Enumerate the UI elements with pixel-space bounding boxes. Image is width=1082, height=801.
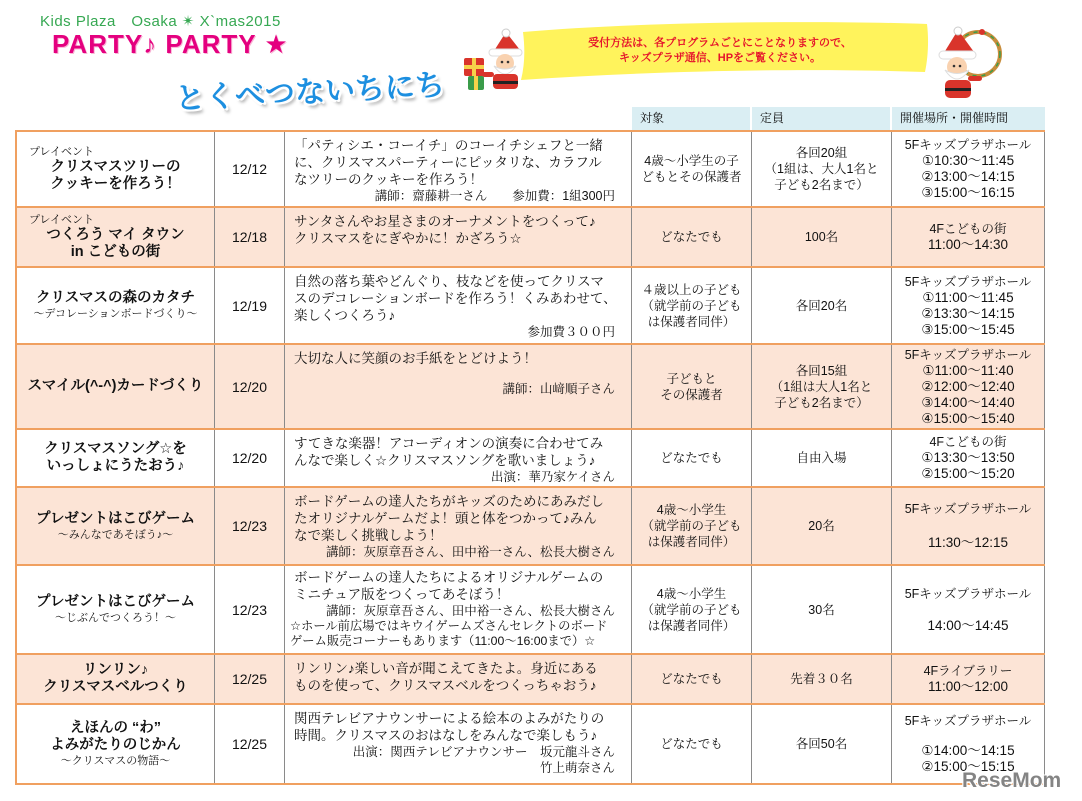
event-date-cell (215, 488, 285, 564)
event-date: 12/12 (231, 161, 268, 177)
event-description-cell (285, 208, 632, 266)
capacity-line: （1組は、大人1名と (764, 162, 879, 176)
table-column-headers (632, 107, 1045, 130)
party-title: PARTY♪ PARTY ★ (52, 29, 289, 59)
time-slot: ①14:00～14:15 (921, 743, 1015, 758)
venue-place: 4Fライブラリー (923, 664, 1013, 678)
target-audience-cell (632, 566, 752, 653)
credit-line: 講師：齋藤耕一さん 参加費：1組300円 (374, 189, 615, 203)
capacity-line: 各回50名 (795, 737, 848, 751)
place-time-cell (892, 430, 1045, 486)
event-date-cell (215, 268, 285, 343)
pre-event-tag: プレイベント (29, 146, 95, 158)
event-name-cell (17, 655, 215, 703)
table-row (17, 566, 1045, 655)
capacity-cell (752, 566, 892, 653)
table-row (17, 655, 1045, 705)
event-name-cell (17, 132, 215, 206)
event-description-cell (285, 268, 632, 343)
time-slot: ②13:30～14:15 (921, 305, 1015, 321)
description-line: なで楽しく挑戦しよう！ (294, 528, 443, 543)
time-slots (892, 679, 1044, 695)
event-title-line: クリスマスソング☆を (44, 441, 187, 457)
venue-place: 5Fキッズプラザホール (904, 274, 1032, 289)
description-line: クリスマスをにぎやかに！かざろう☆ (294, 231, 522, 246)
event-date: 12/23 (231, 601, 268, 618)
target-audience-cell (632, 345, 752, 428)
note-line: ☆ホール前広場ではキウイゲームズさんセレクトのボード (290, 619, 608, 633)
notice-line: 受付方法は、各プログラムごとにことなりますので、 (588, 37, 852, 49)
capacity-line: 100名 (804, 230, 839, 244)
credit-block (294, 469, 631, 485)
description-line: スのデコレーションボードを作ろう！くみあわせて、 (294, 291, 617, 306)
capacity-line: 各回20組 (795, 146, 848, 160)
event-subtitle-line: ～みんなであそぼう♪～ (57, 528, 174, 541)
event-title-line: プレゼントはこびゲーム (36, 510, 195, 527)
event-name-cell (17, 430, 215, 486)
capacity-line: 自由入場 (796, 451, 847, 465)
description-line: すてきな楽器！アコーディオンの演奏に合わせてみ (294, 436, 604, 451)
place-time-cell (892, 268, 1045, 343)
event-description-cell (285, 430, 632, 486)
description-line: リンリン♪楽しい音が聞こえてきたよ。身近にある (294, 661, 598, 676)
credit-block (294, 744, 631, 776)
table-row (17, 208, 1045, 268)
time-slot: ①10:30～11:45 (921, 153, 1015, 168)
venue-place: 5Fキッズプラザホール (904, 714, 1032, 728)
event-title-line: つくろう マイ タウン (46, 227, 185, 243)
event-description-cell (285, 655, 632, 703)
event-date-cell (215, 430, 285, 486)
event-date: 12/20 (231, 450, 268, 466)
description-line: ボードゲームの達人たちがキッズのためにあみだし (294, 494, 604, 509)
capacity-cell (752, 655, 892, 703)
event-name-cell (17, 705, 215, 783)
capacity-cell (752, 705, 892, 783)
time-slot: 14:00～14:45 (927, 617, 1009, 633)
time-slot: ③14:00～14:40 (921, 394, 1015, 410)
event-title-line: クッキーを作ろう！ (50, 176, 181, 192)
description-line: 楽しくつくろう♪ (294, 308, 396, 323)
target-line: は保護者同伴） (647, 618, 736, 633)
event-date-cell (215, 655, 285, 703)
event-title-line: えほんの “わ” (69, 720, 162, 736)
time-slot: 11:30～12:15 (927, 535, 1009, 550)
venue-line: Kids Plaza Osaka ✴ X`mas2015 (40, 13, 281, 30)
venue-place: 5Fキッズプラザホール (904, 586, 1032, 601)
special-day-subtitle: とくべつないちにち (174, 68, 446, 116)
capacity-line: 先着３０名 (790, 672, 853, 686)
time-slot: ③15:00～16:15 (921, 185, 1015, 200)
event-title-line: スマイル(^-^)カードづくり (27, 378, 204, 394)
credit-line: 講師：灰原章吾さん、田中裕一さん、松長大樹さん (325, 545, 615, 559)
place-time-cell (892, 345, 1045, 428)
description-line: 関西テレビアナウンサーによる絵本のよみがたりの (294, 711, 605, 726)
table-row (17, 345, 1045, 430)
table-row (17, 268, 1045, 345)
capacity-cell (752, 208, 892, 266)
time-slot: ③15:00～15:45 (921, 321, 1015, 337)
target-line: どなたでも (660, 451, 723, 465)
event-subtitle-line: ～じぶんでつくろう！～ (55, 612, 176, 624)
time-slot: ①13:30～13:50 (921, 450, 1015, 465)
time-slots (892, 237, 1044, 253)
event-date-cell (215, 208, 285, 266)
column-header-place-time: 開催場所・開催時間 (892, 107, 1045, 130)
reception-notice (520, 36, 920, 66)
place-time-cell (892, 566, 1045, 653)
capacity-cell (752, 430, 892, 486)
time-slots (892, 618, 1044, 634)
place-time-cell (892, 488, 1045, 564)
event-title-line: in こどもの街 (70, 244, 161, 260)
target-audience-cell (632, 655, 752, 703)
table-row (17, 430, 1045, 488)
event-name-cell (17, 208, 215, 266)
target-line: は保護者同伴） (647, 314, 736, 329)
santa-in-wreath-illustration (932, 20, 1004, 104)
notice-line: キッズプラザ通信、HPをご覧ください。 (618, 52, 822, 64)
capacity-line: 子ども2名まで） (774, 395, 869, 410)
event-name-cell (17, 566, 215, 653)
target-audience-cell (632, 268, 752, 343)
target-audience-cell (632, 705, 752, 783)
event-name-cell (17, 268, 215, 343)
capacity-cell (752, 488, 892, 564)
time-slots (892, 450, 1044, 482)
event-subtitle-line: ～クリスマスの物語～ (60, 755, 171, 767)
time-slots (892, 290, 1044, 338)
target-audience-cell (632, 208, 752, 266)
description-line: に、クリスマスパーティーにピッタリな、カラフル (294, 155, 602, 170)
place-time-cell (892, 132, 1045, 206)
table-row (17, 488, 1045, 566)
description-line: ものを使って、クリスマスベルをつくっちゃおう♪ (294, 678, 597, 693)
target-line: （就学前の子ども (641, 298, 742, 313)
credit-block (294, 381, 631, 397)
column-header-target: 対象 (632, 107, 752, 130)
event-date: 12/18 (231, 229, 268, 245)
event-title-line: プレゼントはこびゲーム (36, 594, 195, 610)
description-line: ミニチュア版をつくってあそぼう！ (294, 587, 510, 602)
column-header-capacity: 定員 (752, 107, 892, 130)
description-line: たオリジナルゲームだよ！頭と体をつかって♪みん (294, 511, 597, 526)
description-line: なツリーのクッキーを作ろう！ (294, 172, 483, 187)
time-slot: 11:00～12:00 (927, 679, 1009, 694)
event-date: 12/25 (231, 671, 268, 687)
target-line: どなたでも (660, 230, 723, 244)
event-name-cell (17, 488, 215, 564)
schedule-table (15, 130, 1045, 785)
time-slots (892, 363, 1044, 427)
credit-line: 竹上萌奈さん (539, 761, 615, 775)
target-line: は保護者同伴） (647, 535, 736, 549)
time-slot: ②15:00～15:15 (921, 759, 1015, 774)
target-audience-cell (632, 430, 752, 486)
event-description-cell (285, 488, 632, 564)
target-line: どなたでも (660, 672, 723, 686)
venue-place: 5Fキッズプラザホール (904, 138, 1032, 152)
capacity-cell (752, 268, 892, 343)
target-line: （就学前の子ども (641, 602, 742, 617)
target-line: どもとその保護者 (641, 170, 742, 184)
table-row (17, 705, 1045, 785)
time-slots (892, 535, 1044, 551)
event-title-line: リンリン♪ (82, 662, 149, 678)
time-slot: ②13:00～14:15 (921, 169, 1015, 184)
pre-event-tag: プレイベント (29, 214, 95, 226)
event-title-line: いっしょにうたおう♪ (46, 458, 185, 474)
event-description-cell (285, 566, 632, 653)
event-title-line: クリスマスの森のカタチ (36, 290, 195, 306)
description-line: んなで楽しく☆クリスマスソングを歌いましょう♪ (294, 453, 596, 468)
target-line: 子どもと (666, 371, 717, 386)
target-audience-cell (632, 488, 752, 564)
capacity-cell (752, 345, 892, 428)
event-description-cell (285, 345, 632, 428)
venue-place: 5Fキッズプラザホール (904, 502, 1032, 516)
target-line: 4歳～小学生 (656, 586, 727, 601)
time-slots (892, 153, 1044, 201)
description-line: 自然の落ち葉やどんぐり、枝などを使ってクリスマ (294, 274, 604, 289)
event-date-cell (215, 566, 285, 653)
venue-place: 4Fこどもの街 (929, 222, 1007, 236)
note-line: ゲーム販売コーナーもあります（11:00～16:00まで）☆ (290, 634, 596, 648)
time-slot: 11:00～14:30 (927, 237, 1009, 252)
description-line: 時間。クリスマスのおはなしをみんなで楽しもう♪ (294, 728, 598, 743)
event-title-line: よみがたりのじかん (50, 737, 181, 753)
credit-block (294, 324, 631, 340)
event-date: 12/20 (231, 378, 268, 395)
description-line: ボードゲームの達人たちによるオリジナルゲームの (294, 570, 604, 585)
event-date: 12/19 (231, 297, 268, 314)
capacity-line: （1組は大人1名と (770, 379, 873, 394)
capacity-cell (752, 132, 892, 206)
venue-place: 5Fキッズプラザホール (904, 347, 1032, 362)
target-line: どなたでも (660, 737, 723, 751)
event-description-cell (285, 132, 632, 206)
capacity-line: 30名 (808, 602, 835, 617)
credit-line: 出演：関西テレビアナウンサー 坂元龍斗さん (352, 745, 615, 759)
description-line: 大切な人に笑顔のお手紙をとどけよう！ (294, 351, 537, 366)
place-time-cell (892, 655, 1045, 703)
credit-line: 出演：華乃家ケイさん (490, 470, 615, 484)
credit-block (294, 544, 631, 560)
event-name-cell (17, 345, 215, 428)
target-line: 4歳～小学生の子 (644, 154, 739, 168)
time-slot: ②12:00～12:40 (921, 378, 1015, 394)
capacity-line: 各回20名 (795, 298, 848, 313)
event-date-cell (215, 132, 285, 206)
capacity-line: 各回15組 (795, 363, 848, 378)
credit-line: 講師：山﨑順子さん (502, 382, 615, 396)
credit-block (294, 603, 631, 619)
target-line: その保護者 (660, 387, 723, 402)
time-slot: ②15:00～15:20 (921, 466, 1015, 481)
place-time-cell (892, 208, 1045, 266)
capacity-line: 子ども2名まで） (774, 178, 869, 192)
target-line: ４歳以上の子ども (641, 282, 742, 297)
target-line: （就学前の子ども (641, 519, 742, 533)
event-date-cell (215, 345, 285, 428)
event-date: 12/25 (231, 736, 268, 752)
time-slot: ④15:00～15:40 (921, 410, 1015, 426)
description-line: 「パティシエ・コーイチ」のコーイチシェフと一緒 (294, 138, 603, 153)
credit-line: 講師：灰原章吾さん、田中裕一さん、松長大樹さん (325, 604, 615, 618)
event-description-cell (285, 705, 632, 783)
event-subtitle-line: ～デコレーションボードづくり～ (33, 308, 198, 320)
time-slot: ①11:00～11:45 (922, 289, 1014, 305)
event-title-line: クリスマスベルつくり (43, 679, 188, 695)
event-date-cell (215, 705, 285, 783)
credit-line: 参加費３００円 (527, 325, 615, 339)
event-title-line: クリスマスツリーの (50, 159, 181, 175)
capacity-line: 20名 (808, 519, 835, 533)
description-line: サンタさんやお星さまのオーナメントをつくって♪ (294, 214, 596, 229)
time-slot: ①11:00～11:40 (922, 362, 1014, 378)
credit-block (294, 188, 631, 204)
target-audience-cell (632, 132, 752, 206)
target-line: 4歳～小学生 (656, 503, 727, 517)
resemom-watermark: ReseMom (962, 769, 1062, 792)
table-row (17, 132, 1045, 208)
venue-place: 4Fこどもの街 (929, 435, 1007, 449)
event-date: 12/23 (231, 518, 268, 534)
